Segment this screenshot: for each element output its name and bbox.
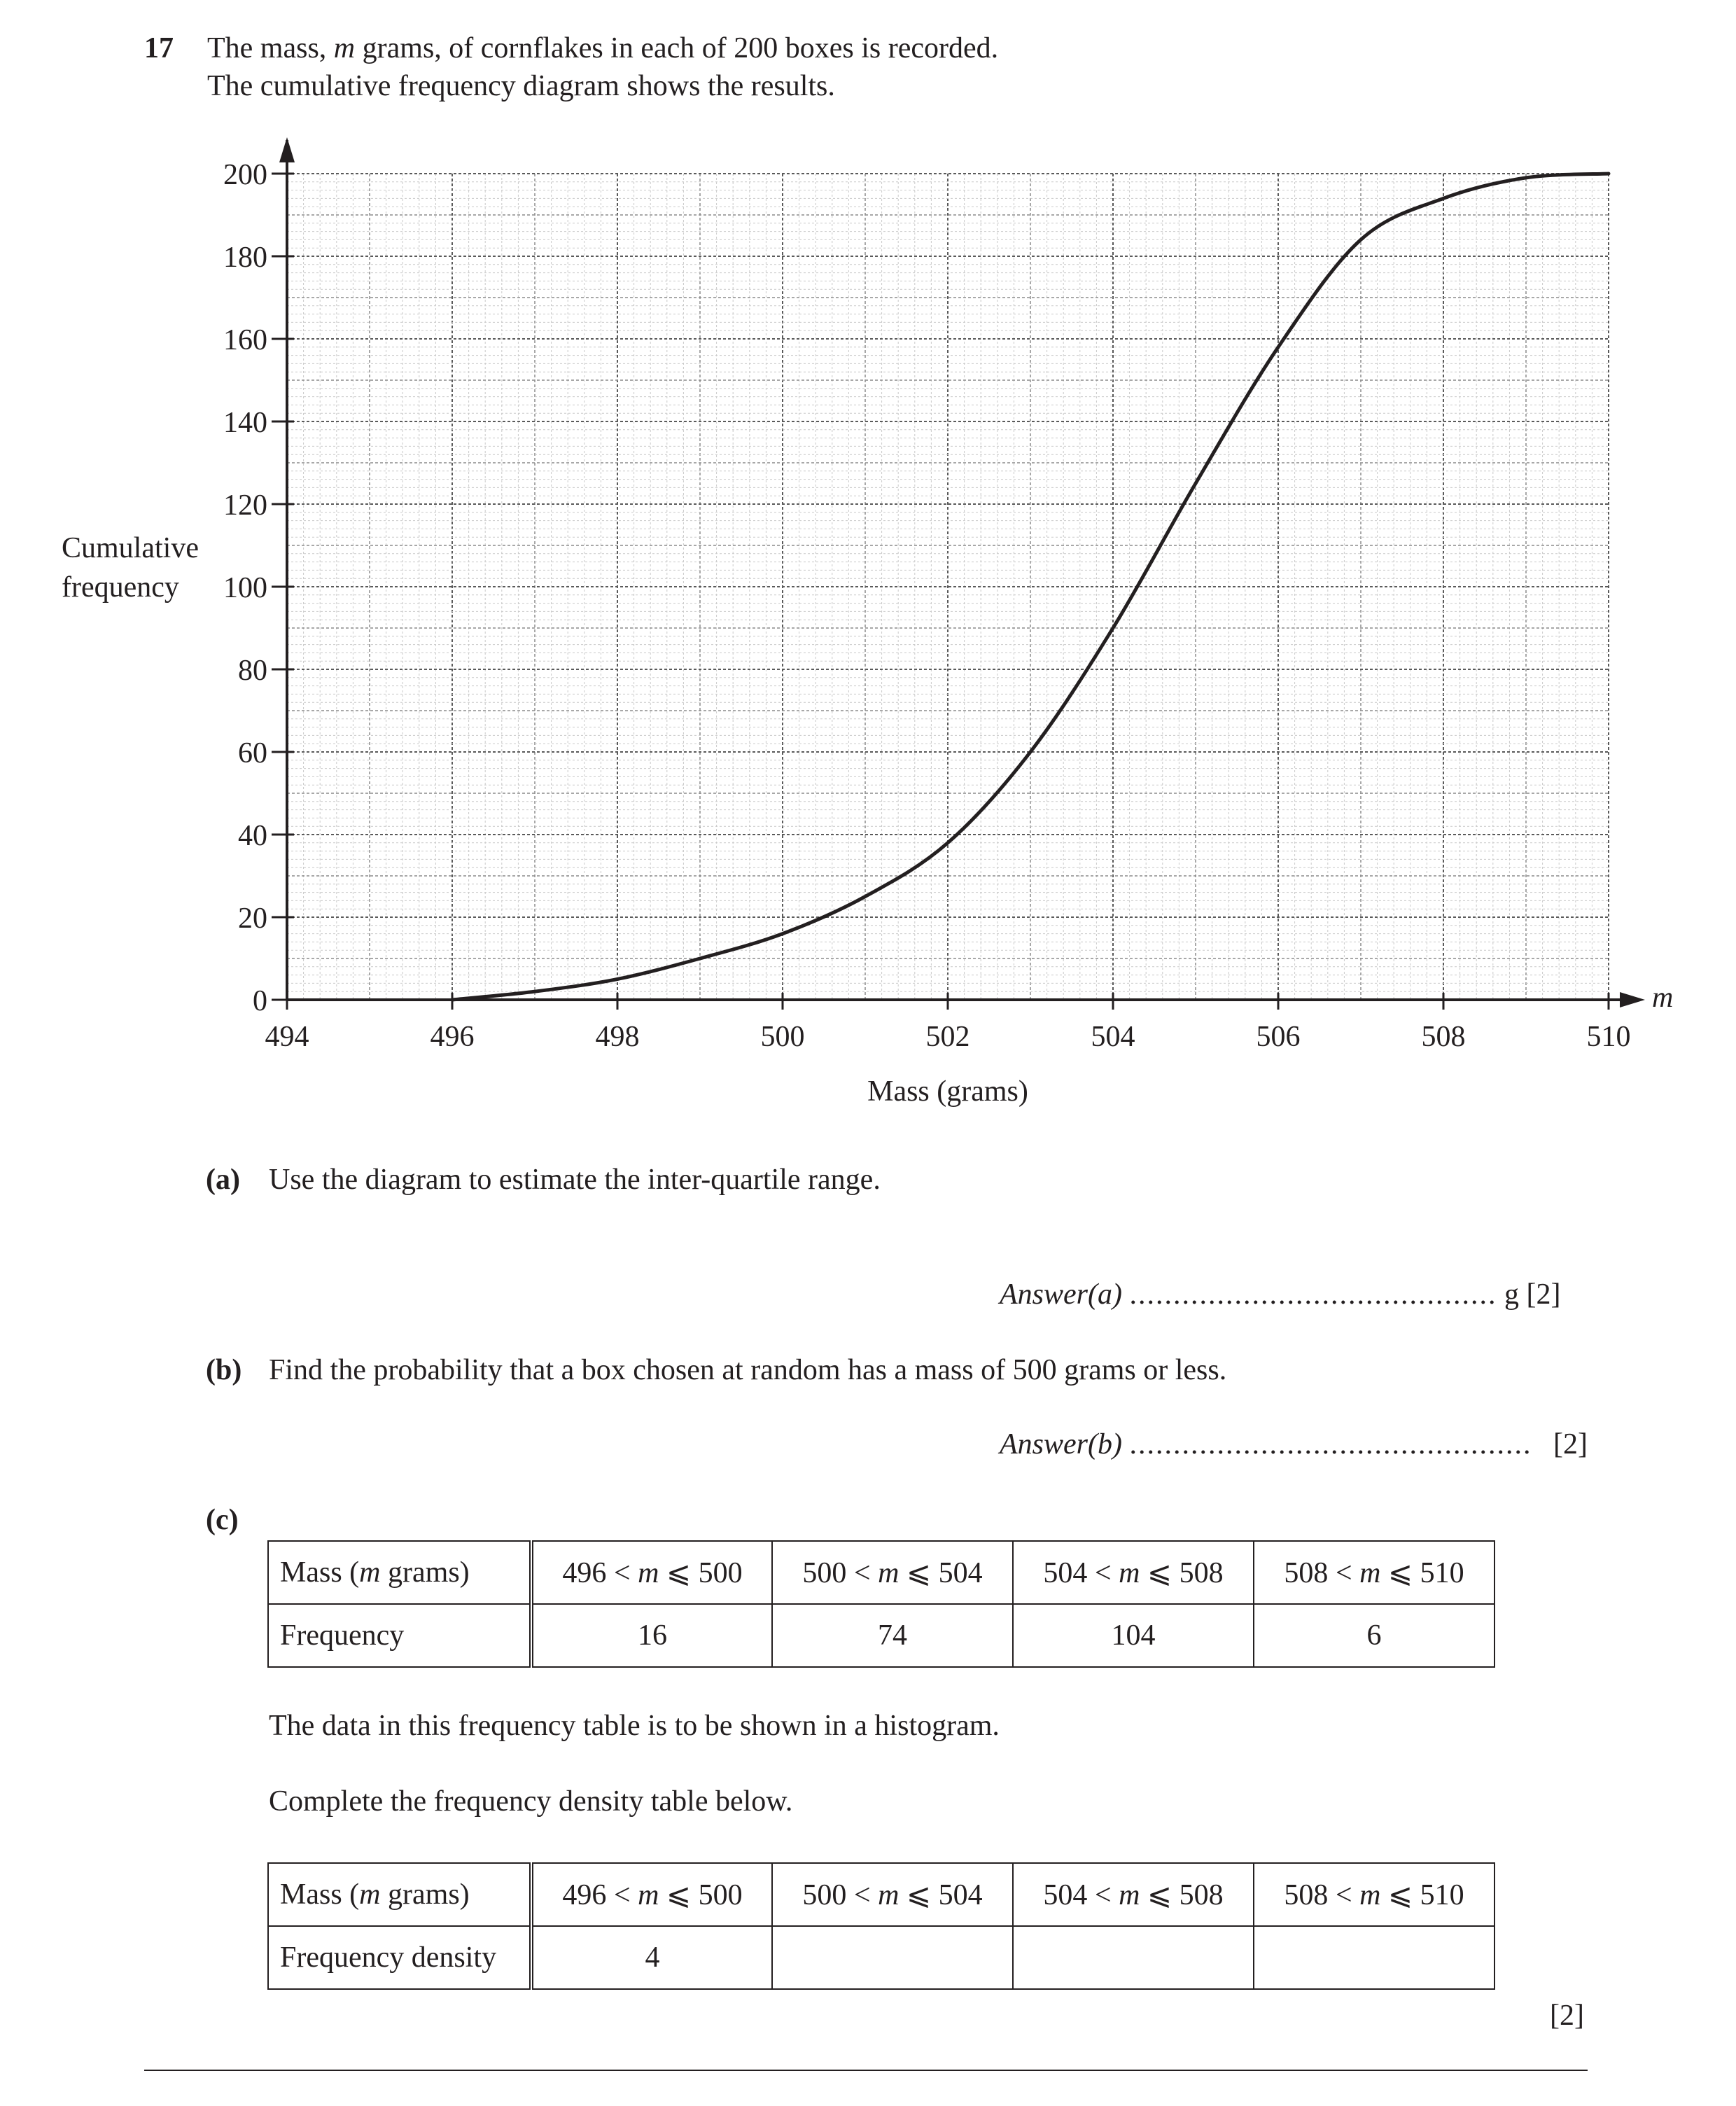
y-tick-label: 140	[223, 407, 267, 439]
question-intro-line2: The cumulative frequency diagram shows the results.	[207, 70, 835, 102]
part-a-unit: g	[1504, 1278, 1519, 1311]
frequency-value: 74	[772, 1604, 1013, 1667]
part-b-label: (b)	[206, 1354, 242, 1386]
part-b-answer-line	[1000, 1430, 1588, 1459]
density-row-label: Frequency density	[268, 1926, 531, 1989]
x-tick-label: 504	[1091, 1021, 1135, 1053]
density-table-interval: 504 < m ⩽ 508	[1013, 1863, 1254, 1926]
part-a-answer-label: Answer(a)	[1000, 1278, 1122, 1311]
part-a-question: Use the diagram to estimate the inter-quartile range.	[269, 1164, 881, 1196]
density-answer-cell[interactable]	[772, 1926, 1013, 1989]
part-c-text2: Complete the frequency density table below.	[269, 1785, 793, 1818]
x-axis-variable: m	[1652, 982, 1674, 1014]
chart-axes	[279, 137, 1645, 1007]
part-a-answer-line	[1000, 1280, 1560, 1309]
x-tick-label: 496	[430, 1021, 475, 1053]
y-axis-arrow	[279, 137, 295, 162]
part-b-answer-blank[interactable]: ..............................................	[1129, 1428, 1532, 1460]
part-a-marks: [2]	[1526, 1278, 1561, 1311]
frequency-density-table	[267, 1862, 1495, 1990]
frequency-table-interval: 504 < m ⩽ 508	[1013, 1541, 1254, 1604]
frequency-table-header-label: Mass (m grams)	[268, 1541, 531, 1604]
density-table-interval: 508 < m ⩽ 510	[1254, 1863, 1494, 1926]
part-c-text1: The data in this frequency table is to be shown in a histogram.	[269, 1710, 1000, 1742]
frequency-table-interval: 500 < m ⩽ 504	[772, 1541, 1013, 1604]
frequency-table-header-row	[268, 1541, 1494, 1604]
y-tick-label: 80	[238, 655, 267, 687]
density-table-data-row	[268, 1926, 1494, 1989]
question-number: 17	[144, 32, 174, 64]
part-a-label: (a)	[206, 1164, 240, 1196]
x-tick-label: 506	[1256, 1021, 1301, 1053]
x-tick-label: 502	[925, 1021, 970, 1053]
x-tick-label: 508	[1421, 1021, 1466, 1053]
y-tick-label: 60	[238, 737, 267, 769]
density-value: 4	[531, 1926, 772, 1989]
part-c-label: (c)	[206, 1504, 239, 1536]
y-tick-label: 40	[238, 820, 267, 852]
frequency-table	[267, 1540, 1495, 1668]
bottom-rule	[144, 2070, 1588, 2071]
y-tick-label: 120	[223, 489, 267, 522]
frequency-value: 104	[1013, 1604, 1254, 1667]
x-axis-arrow	[1620, 992, 1645, 1007]
part-b-marks: [2]	[1553, 1428, 1588, 1460]
x-tick-label: 510	[1586, 1021, 1631, 1053]
part-b-answer-label: Answer(b)	[1000, 1428, 1122, 1460]
density-table-interval: 500 < m ⩽ 504	[772, 1863, 1013, 1926]
frequency-value: 6	[1254, 1604, 1494, 1667]
y-tick-label: 100	[223, 572, 267, 604]
part-a-answer-blank[interactable]: ..........................................	[1129, 1278, 1497, 1311]
x-axis-title: Mass (grams)	[867, 1075, 1028, 1108]
part-c-marks: [2]	[1550, 2000, 1584, 2032]
intro-text-post: grams, of cornflakes in each of 200 boxes is recorded.	[355, 32, 999, 64]
y-tick-label: 20	[238, 902, 267, 935]
frequency-value: 16	[531, 1604, 772, 1667]
y-tick-label: 0	[253, 985, 267, 1017]
density-table-header-label: Mass (m grams)	[268, 1863, 531, 1926]
y-axis-title-line1: Cumulative	[62, 532, 199, 564]
y-axis-title-line2: frequency	[62, 571, 179, 604]
y-tick-label: 180	[223, 242, 267, 274]
y-tick-label: 200	[223, 159, 267, 191]
x-tick-label: 500	[760, 1021, 805, 1053]
density-table-header-row	[268, 1863, 1494, 1926]
x-tick-label: 494	[265, 1021, 309, 1053]
density-table-interval: 496 < m ⩽ 500	[531, 1863, 772, 1926]
frequency-table-interval: 496 < m ⩽ 500	[531, 1541, 772, 1604]
frequency-row-label: Frequency	[268, 1604, 531, 1667]
density-answer-cell[interactable]	[1254, 1926, 1494, 1989]
intro-variable: m	[333, 32, 356, 64]
density-answer-cell[interactable]	[1013, 1926, 1254, 1989]
part-b-question: Find the probability that a box chosen at random has a mass of 500 grams or less.	[269, 1354, 1227, 1386]
chart-grid	[287, 174, 1609, 1000]
x-tick-label: 498	[595, 1021, 640, 1053]
frequency-table-interval: 508 < m ⩽ 510	[1254, 1541, 1494, 1604]
intro-text-pre: The mass,	[207, 32, 334, 64]
frequency-table-data-row	[268, 1604, 1494, 1667]
y-tick-label: 160	[223, 324, 267, 356]
